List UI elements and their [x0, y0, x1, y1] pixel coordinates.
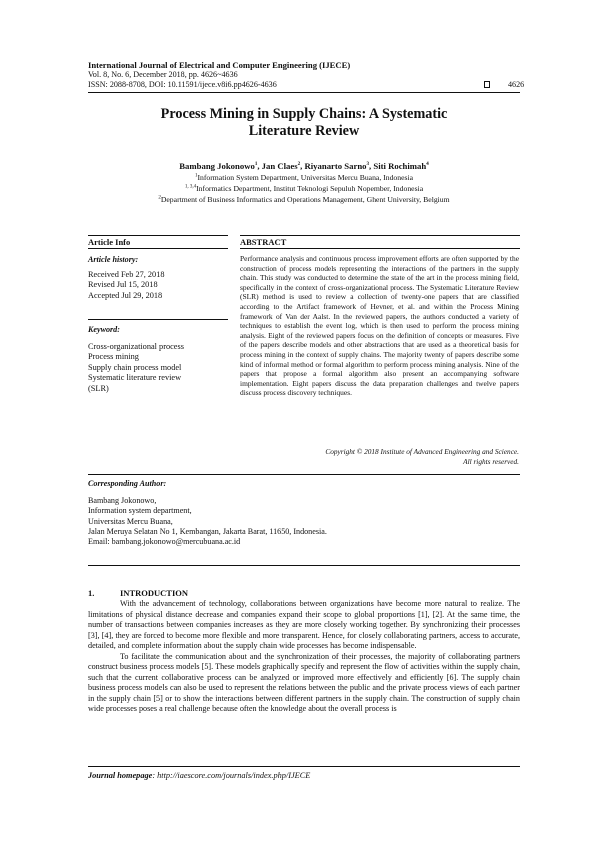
keyword-item: Systematic literature review — [88, 373, 182, 383]
corresponding-line: Universitas Mercu Buana, — [88, 516, 173, 526]
footer-label: Journal homepage — [88, 771, 153, 780]
history-revised: Revised Jul 15, 2018 — [88, 280, 158, 290]
author-sup: 1 — [254, 162, 258, 168]
article-history-heading: Article history: — [88, 255, 139, 264]
copyright-line-2: All rights reserved. — [463, 456, 519, 466]
introduction-heading — [88, 588, 188, 598]
corresponding-line: Bambang Jokonowo, — [88, 496, 157, 505]
affiliation-sup: 2 — [158, 195, 161, 201]
author-name: Siti Rochimah — [373, 161, 427, 171]
author-separator: , — [369, 161, 374, 171]
issn-doi: ISSN: 2088-8708, DOI: 10.11591/ijece.v8i6.pp4626-4636 — [88, 80, 277, 89]
corresponding-line: Information system department, — [88, 506, 192, 516]
page-box-icon — [484, 81, 490, 88]
author-name: Riyanarto Sarno — [304, 161, 367, 171]
article-info-heading: Article Info — [88, 237, 131, 247]
affiliation-text: Department of Business Informatics and Operations Management, Ghent University, Belgium — [160, 195, 450, 204]
paragraph: With the advancement of technology, collaborations between organizations have become more natural to realize. The limitations of physical distance decrease and companies expand their scope to global proportions [1], [2]. At the same time, the number of transactions between companies increases as they are more closely working together. By synchronizing their processes [3], [4], they are forced to become more flexible and more transparent. Hence, for closely collaborating partners, access to accurate, detailed, and complete information about the supply chain wide processes has become indispensable. — [88, 599, 520, 650]
abstract-divider — [240, 248, 520, 249]
introduction-body — [88, 599, 520, 715]
section-number: 1. — [88, 588, 95, 598]
section-title: INTRODUCTION — [120, 588, 189, 598]
corresponding-line: Jalan Meruya Selatan No 1, Kembangan, Jakarta Barat, 11650, Indonesia. — [88, 526, 327, 536]
paper-title — [88, 106, 520, 140]
paper-title-line-2: Literature Review — [248, 123, 360, 139]
journal-homepage — [88, 771, 310, 780]
article-info-divider — [88, 248, 228, 249]
corresponding-heading: Corresponding Author: — [88, 479, 167, 488]
author-sup: 3 — [366, 162, 370, 168]
author-separator: , — [257, 161, 262, 171]
copyright-line-1: Copyright © 2018 Institute of Advanced Engineering and Science. — [325, 447, 519, 456]
volume-info: Vol. 8, No. 6, December 2018, pp. 4626~4636 — [88, 70, 238, 79]
paper-title-line-1: Process Mining in Supply Chains: A Systematic — [160, 106, 448, 122]
history-accepted: Accepted Jul 29, 2018 — [88, 290, 163, 300]
header-divider — [88, 92, 520, 93]
affiliation-text: Informatics Department, Institut Teknologi Sepuluh Nopember, Indonesia — [196, 184, 424, 193]
keyword-list — [88, 342, 184, 394]
author-separator: , — [300, 161, 305, 171]
keyword-divider — [88, 319, 228, 320]
affiliation — [88, 195, 520, 204]
corresponding-email: Email: bambang.jokonowo@mercubuana.ac.id — [88, 537, 241, 547]
keyword-item: Supply chain process model — [88, 362, 182, 372]
abstract-top-rule — [240, 235, 520, 236]
keyword-item: Cross-organizational process — [88, 342, 184, 351]
author-sup: 2 — [297, 162, 301, 168]
author-list — [88, 161, 520, 171]
footer-url[interactable]: : http://iaescore.com/journals/index.php/IJECE — [152, 771, 311, 780]
keyword-heading: Keyword: — [88, 325, 120, 334]
affiliation-sup: 1 — [194, 173, 198, 179]
affiliation-text: Information System Department, Universitas Mercu Buana, Indonesia — [197, 173, 414, 182]
abstract-text: Performance analysis and continuous process improvement efforts are often supported by the construction of process models representing the interactions of the partners in the supply chain. This study was conducted to determine the state of the art in the process mining field, specifically in the context of cross-organizational process. The Systematic Literature Review (SLR) method is used to review a collection of twenty-one papers that are classified according to the Artifact framework of Hevner, et al. and within the Process Mining framework of Van der Aalst. In the reviewed papers, the authors conducted a variety of techniques to establish the event log, which is then used to perform the process mining analysis. Eight of the reviewed papers focus on the definition of concepts or measures. Five of the papers describe models and other abstractions that are used as a theoretical basis for process mining in the context of supply chains. The majority twenty of papers describe some kind of informal method or formal algorithm to perform process mining analysis. Nine of the papers that propose a formal algorithm also present an accompanying software implementation. Eight papers discuss the data preparation challenges and twelve papers discuss process discovery techniques. — [240, 254, 519, 398]
corresponding-bottom-rule — [88, 565, 520, 566]
abstract-heading: ABSTRACT — [240, 237, 287, 247]
keyword-item: (SLR) — [88, 383, 109, 393]
copyright — [240, 447, 519, 466]
article-info-top-rule — [88, 235, 228, 236]
affiliation — [88, 184, 520, 193]
author-name: Bambang Jokonowo — [179, 161, 255, 171]
corresponding-author — [88, 496, 327, 547]
keyword-item: Process mining — [88, 352, 139, 362]
author-name: Jan Claes — [261, 161, 298, 171]
author-sup: 4 — [426, 162, 429, 168]
journal-title: International Journal of Electrical and Computer Engineering (IJECE) — [88, 60, 351, 70]
history-received: Received Feb 27, 2018 — [88, 270, 165, 279]
footer-divider — [88, 766, 520, 767]
paragraph: To facilitate the communication about and the synchronization of their processes, the majority of collaborating partners construct business process models [5]. These models graphically specify and represent the flow of activities within the supply chain, such that the current collaborative process can be analyzed or improved more effectively and efficiently [6]. The supply chain business process models can also be used to represent the relations between the public and the private process views of each partner in the supply chain [5] or to show the interactions between different partners in the supply chain. The construction of supply chain wide processes poses a real challenge because often the knowledge about the overall process is — [88, 651, 520, 713]
affiliation — [88, 173, 520, 182]
article-history — [88, 270, 165, 301]
page-number: 4626 — [508, 80, 525, 89]
corresponding-top-rule — [88, 474, 520, 475]
affiliation-sup: 1, 3,4 — [184, 184, 197, 190]
